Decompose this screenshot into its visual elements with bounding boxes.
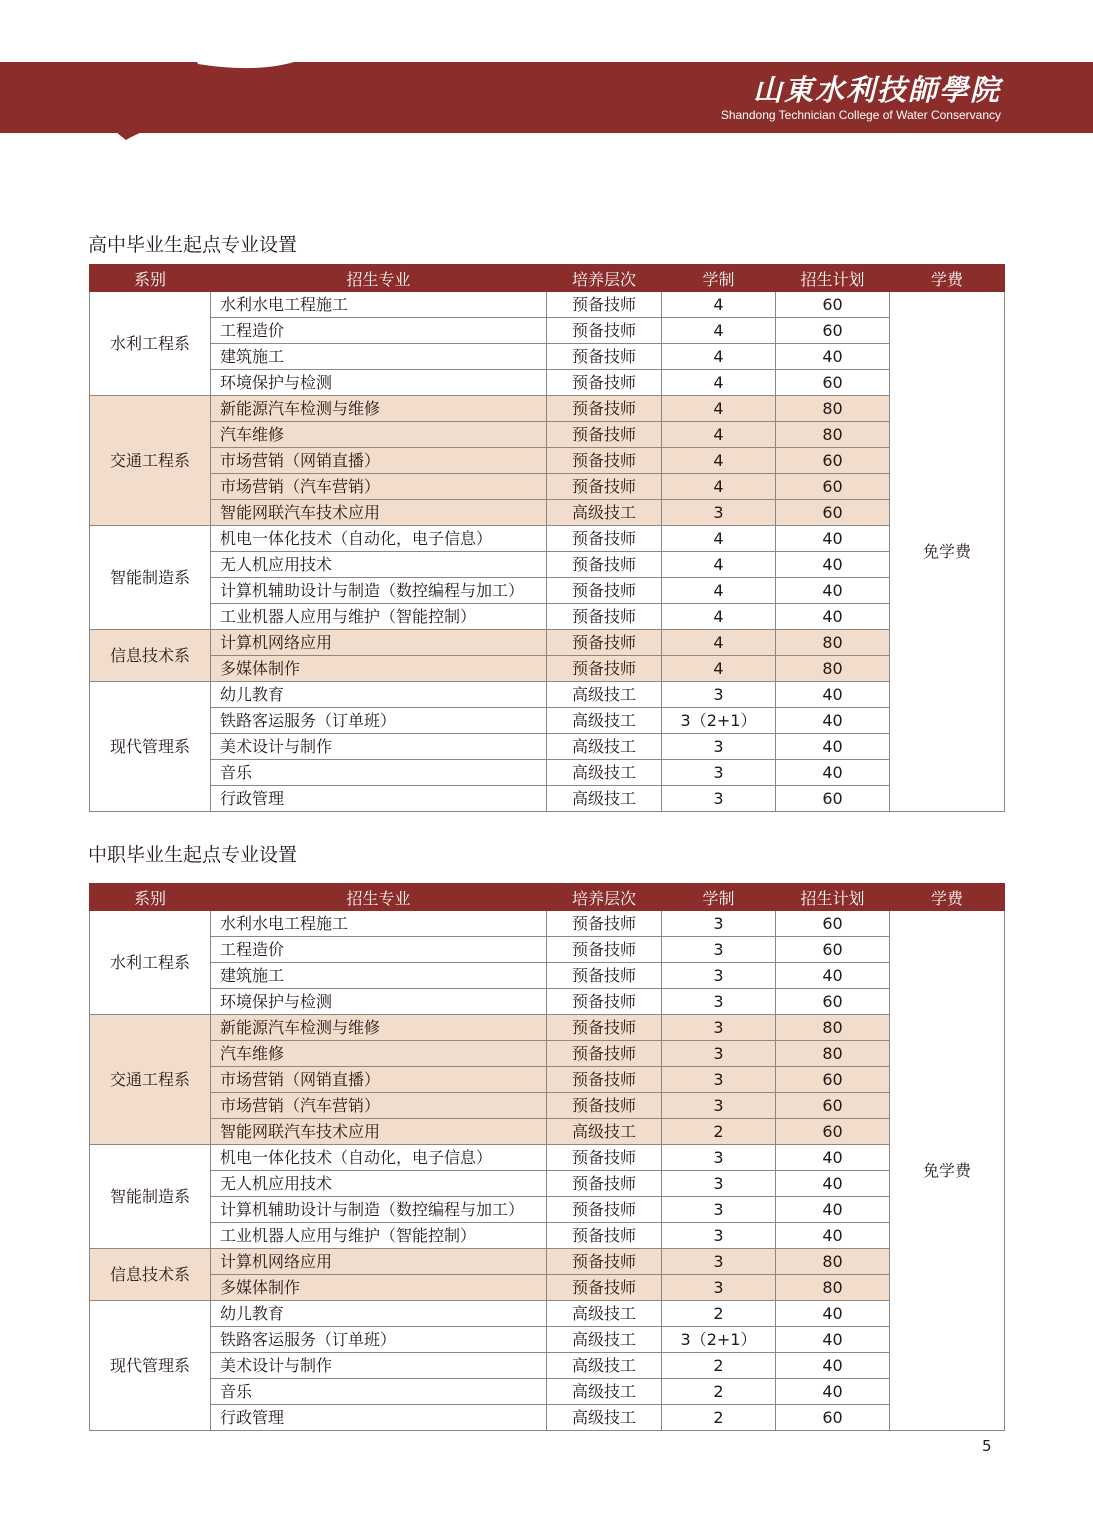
- plan-cell: 60: [776, 1067, 890, 1093]
- level-cell: 高级技工: [547, 1353, 662, 1379]
- level-cell: 预备技师: [547, 578, 662, 604]
- plan-cell: 60: [776, 474, 890, 500]
- years-cell: 3: [662, 1067, 776, 1093]
- plan-cell: 40: [776, 526, 890, 552]
- years-cell: 4: [662, 344, 776, 370]
- years-cell: 3: [662, 963, 776, 989]
- plan-cell: 80: [776, 396, 890, 422]
- major-cell: 多媒体制作: [211, 1275, 547, 1301]
- column-header: 招生专业: [211, 265, 547, 292]
- years-cell: 4: [662, 318, 776, 344]
- plan-cell: 40: [776, 1327, 890, 1353]
- major-cell: 工程造价: [211, 937, 547, 963]
- plan-cell: 40: [776, 963, 890, 989]
- table-row: [90, 1223, 1005, 1249]
- level-cell: 预备技师: [547, 1067, 662, 1093]
- department-cell: 智能制造系: [90, 1145, 211, 1249]
- years-cell: 3（2+1）: [662, 1327, 776, 1353]
- major-cell: 行政管理: [211, 1405, 547, 1431]
- level-cell: 预备技师: [547, 630, 662, 656]
- column-header: 学制: [662, 884, 776, 911]
- table-row: [90, 682, 1005, 708]
- section-title-highschool: 高中毕业生起点专业设置: [88, 234, 298, 256]
- table-row: [90, 1353, 1005, 1379]
- major-cell: 工业机器人应用与维护（智能控制）: [211, 604, 547, 630]
- years-cell: 4: [662, 448, 776, 474]
- plan-cell: 60: [776, 989, 890, 1015]
- table-row: [90, 1275, 1005, 1301]
- level-cell: 高级技工: [547, 1301, 662, 1327]
- plan-cell: 80: [776, 1041, 890, 1067]
- plan-cell: 60: [776, 370, 890, 396]
- level-cell: 预备技师: [547, 422, 662, 448]
- level-cell: 高级技工: [547, 734, 662, 760]
- table-row: [90, 760, 1005, 786]
- table-row: [90, 526, 1005, 552]
- level-cell: 预备技师: [547, 1171, 662, 1197]
- major-cell: 计算机网络应用: [211, 630, 547, 656]
- level-cell: 预备技师: [547, 318, 662, 344]
- level-cell: 高级技工: [547, 786, 662, 812]
- years-cell: 4: [662, 422, 776, 448]
- major-cell: 多媒体制作: [211, 656, 547, 682]
- table-row: [90, 448, 1005, 474]
- major-cell: 市场营销（网销直播）: [211, 448, 547, 474]
- table-header-row: [90, 884, 1005, 911]
- major-cell: 音乐: [211, 760, 547, 786]
- level-cell: 预备技师: [547, 911, 662, 937]
- years-cell: 3: [662, 1145, 776, 1171]
- major-cell: 市场营销（汽车营销）: [211, 474, 547, 500]
- level-cell: 预备技师: [547, 1275, 662, 1301]
- level-cell: 预备技师: [547, 1197, 662, 1223]
- plan-cell: 40: [776, 578, 890, 604]
- table-header-row: [90, 265, 1005, 292]
- plan-cell: 40: [776, 708, 890, 734]
- column-header: 招生计划: [776, 884, 890, 911]
- major-cell: 市场营销（网销直播）: [211, 1067, 547, 1093]
- years-cell: 3: [662, 1015, 776, 1041]
- plan-cell: 80: [776, 656, 890, 682]
- plan-cell: 60: [776, 1119, 890, 1145]
- plan-cell: 40: [776, 760, 890, 786]
- major-cell: 无人机应用技术: [211, 552, 547, 578]
- table-row: [90, 474, 1005, 500]
- plan-cell: 60: [776, 1405, 890, 1431]
- table-row: [90, 1041, 1005, 1067]
- vocational-plan-table: [89, 883, 1005, 1431]
- column-header: 招生计划: [776, 265, 890, 292]
- column-header: 学费: [890, 265, 1005, 292]
- table-row: [90, 1119, 1005, 1145]
- plan-cell: 40: [776, 1145, 890, 1171]
- years-cell: 4: [662, 578, 776, 604]
- level-cell: 预备技师: [547, 1041, 662, 1067]
- plan-cell: 80: [776, 1249, 890, 1275]
- major-cell: 水利水电工程施工: [211, 292, 547, 318]
- table-row: [90, 1093, 1005, 1119]
- plan-cell: 40: [776, 1353, 890, 1379]
- major-cell: 市场营销（汽车营销）: [211, 1093, 547, 1119]
- table-row: [90, 1145, 1005, 1171]
- column-header: 系别: [90, 265, 211, 292]
- years-cell: 3: [662, 1197, 776, 1223]
- major-cell: 美术设计与制作: [211, 734, 547, 760]
- major-cell: 工程造价: [211, 318, 547, 344]
- level-cell: 预备技师: [547, 1093, 662, 1119]
- years-cell: 3: [662, 1275, 776, 1301]
- level-cell: 高级技工: [547, 1405, 662, 1431]
- years-cell: 3: [662, 911, 776, 937]
- major-cell: 计算机辅助设计与制造（数控编程与加工）: [211, 1197, 547, 1223]
- plan-cell: 40: [776, 344, 890, 370]
- years-cell: 2: [662, 1405, 776, 1431]
- major-cell: 汽车维修: [211, 422, 547, 448]
- major-cell: 音乐: [211, 1379, 547, 1405]
- table-row: [90, 1249, 1005, 1275]
- level-cell: 预备技师: [547, 292, 662, 318]
- table-row: [90, 396, 1005, 422]
- years-cell: 3: [662, 500, 776, 526]
- years-cell: 4: [662, 630, 776, 656]
- table-row: [90, 963, 1005, 989]
- major-cell: 智能网联汽车技术应用: [211, 500, 547, 526]
- major-cell: 计算机网络应用: [211, 1249, 547, 1275]
- table-row: [90, 937, 1005, 963]
- table-row: [90, 318, 1005, 344]
- department-cell: 水利工程系: [90, 911, 211, 1015]
- plan-cell: 60: [776, 937, 890, 963]
- table-row: [90, 1301, 1005, 1327]
- major-cell: 机电一体化技术（自动化，电子信息）: [211, 526, 547, 552]
- level-cell: 高级技工: [547, 682, 662, 708]
- college-name-en: Shandong Technician College of Water Conservancy: [720, 108, 1001, 122]
- table-row: [90, 1197, 1005, 1223]
- major-cell: 环境保护与检测: [211, 989, 547, 1015]
- level-cell: 高级技工: [547, 708, 662, 734]
- table-row: [90, 292, 1005, 318]
- table-row: [90, 1327, 1005, 1353]
- level-cell: 预备技师: [547, 1249, 662, 1275]
- column-header: 招生专业: [211, 884, 547, 911]
- level-cell: 预备技师: [547, 552, 662, 578]
- college-name-cn: 山東水利技師學院: [752, 73, 1001, 107]
- plan-cell: 60: [776, 292, 890, 318]
- major-cell: 环境保护与检测: [211, 370, 547, 396]
- table-row: [90, 552, 1005, 578]
- table-row: [90, 370, 1005, 396]
- major-cell: 水利水电工程施工: [211, 911, 547, 937]
- table-row: [90, 422, 1005, 448]
- level-cell: 预备技师: [547, 937, 662, 963]
- table-row: [90, 786, 1005, 812]
- column-header: 系别: [90, 884, 211, 911]
- years-cell: 3: [662, 1249, 776, 1275]
- major-cell: 建筑施工: [211, 963, 547, 989]
- column-header: 学费: [890, 884, 1005, 911]
- table-row: [90, 734, 1005, 760]
- major-cell: 幼儿教育: [211, 682, 547, 708]
- years-cell: 3: [662, 786, 776, 812]
- department-cell: 交通工程系: [90, 1015, 211, 1145]
- level-cell: 预备技师: [547, 526, 662, 552]
- major-cell: 行政管理: [211, 786, 547, 812]
- plan-cell: 60: [776, 448, 890, 474]
- years-cell: 3: [662, 1171, 776, 1197]
- years-cell: 4: [662, 552, 776, 578]
- table-row: [90, 911, 1005, 937]
- years-cell: 3: [662, 1223, 776, 1249]
- table-row: [90, 989, 1005, 1015]
- plan-cell: 40: [776, 1197, 890, 1223]
- plan-cell: 80: [776, 1015, 890, 1041]
- level-cell: 预备技师: [547, 989, 662, 1015]
- level-cell: 高级技工: [547, 1119, 662, 1145]
- plan-cell: 60: [776, 318, 890, 344]
- table-row: [90, 1067, 1005, 1093]
- table-row: [90, 578, 1005, 604]
- plan-cell: 40: [776, 1379, 890, 1405]
- section-title-vocational: 中职毕业生起点专业设置: [88, 844, 298, 866]
- plan-cell: 80: [776, 630, 890, 656]
- major-cell: 新能源汽车检测与维修: [211, 396, 547, 422]
- level-cell: 高级技工: [547, 760, 662, 786]
- plan-cell: 60: [776, 1093, 890, 1119]
- level-cell: 高级技工: [547, 1327, 662, 1353]
- highschool-plan-table: [89, 264, 1005, 812]
- department-cell: 水利工程系: [90, 292, 211, 396]
- level-cell: 预备技师: [547, 656, 662, 682]
- level-cell: 预备技师: [547, 1223, 662, 1249]
- major-cell: 新能源汽车检测与维修: [211, 1015, 547, 1041]
- plan-cell: 40: [776, 734, 890, 760]
- years-cell: 3: [662, 989, 776, 1015]
- major-cell: 计算机辅助设计与制造（数控编程与加工）: [211, 578, 547, 604]
- major-cell: 机电一体化技术（自动化，电子信息）: [211, 1145, 547, 1171]
- major-cell: 铁路客运服务（订单班）: [211, 1327, 547, 1353]
- level-cell: 预备技师: [547, 1145, 662, 1171]
- department-cell: 信息技术系: [90, 1249, 211, 1301]
- plan-cell: 40: [776, 682, 890, 708]
- college-logo-waves-icon: [86, 56, 306, 140]
- level-cell: 预备技师: [547, 344, 662, 370]
- table-row: [90, 1015, 1005, 1041]
- major-cell: 建筑施工: [211, 344, 547, 370]
- years-cell: 3: [662, 1041, 776, 1067]
- level-cell: 预备技师: [547, 396, 662, 422]
- years-cell: 3: [662, 734, 776, 760]
- department-cell: 信息技术系: [90, 630, 211, 682]
- column-header: 培养层次: [547, 884, 662, 911]
- level-cell: 预备技师: [547, 448, 662, 474]
- department-cell: 智能制造系: [90, 526, 211, 630]
- plan-cell: 40: [776, 1301, 890, 1327]
- table-row: [90, 344, 1005, 370]
- major-cell: 汽车维修: [211, 1041, 547, 1067]
- years-cell: 4: [662, 396, 776, 422]
- years-cell: 2: [662, 1119, 776, 1145]
- plan-cell: 40: [776, 1171, 890, 1197]
- years-cell: 2: [662, 1301, 776, 1327]
- years-cell: 3: [662, 937, 776, 963]
- level-cell: 预备技师: [547, 604, 662, 630]
- years-cell: 3: [662, 760, 776, 786]
- level-cell: 预备技师: [547, 370, 662, 396]
- level-cell: 预备技师: [547, 474, 662, 500]
- major-cell: 幼儿教育: [211, 1301, 547, 1327]
- plan-cell: 40: [776, 604, 890, 630]
- years-cell: 4: [662, 526, 776, 552]
- table-row: [90, 604, 1005, 630]
- table-row: [90, 1379, 1005, 1405]
- level-cell: 高级技工: [547, 500, 662, 526]
- department-cell: 现代管理系: [90, 1301, 211, 1431]
- level-cell: 预备技师: [547, 963, 662, 989]
- column-header: 培养层次: [547, 265, 662, 292]
- table-row: [90, 656, 1005, 682]
- level-cell: 高级技工: [547, 1379, 662, 1405]
- plan-cell: 40: [776, 1223, 890, 1249]
- plan-cell: 60: [776, 500, 890, 526]
- years-cell: 4: [662, 656, 776, 682]
- years-cell: 2: [662, 1379, 776, 1405]
- table-row: [90, 630, 1005, 656]
- years-cell: 4: [662, 292, 776, 318]
- major-cell: 智能网联汽车技术应用: [211, 1119, 547, 1145]
- years-cell: 4: [662, 370, 776, 396]
- table-row: [90, 1171, 1005, 1197]
- years-cell: 3（2+1）: [662, 708, 776, 734]
- page-number: 5: [982, 1437, 992, 1455]
- plan-cell: 60: [776, 911, 890, 937]
- major-cell: 铁路客运服务（订单班）: [211, 708, 547, 734]
- tuition-cell: 免学费: [890, 911, 1005, 1431]
- department-cell: 现代管理系: [90, 682, 211, 812]
- plan-cell: 80: [776, 422, 890, 448]
- years-cell: 2: [662, 1353, 776, 1379]
- major-cell: 美术设计与制作: [211, 1353, 547, 1379]
- table-row: [90, 708, 1005, 734]
- table-row: [90, 500, 1005, 526]
- column-header: 学制: [662, 265, 776, 292]
- plan-cell: 80: [776, 1275, 890, 1301]
- years-cell: 4: [662, 474, 776, 500]
- major-cell: 工业机器人应用与维护（智能控制）: [211, 1223, 547, 1249]
- years-cell: 3: [662, 1093, 776, 1119]
- department-cell: 交通工程系: [90, 396, 211, 526]
- years-cell: 4: [662, 604, 776, 630]
- tuition-cell: 免学费: [890, 292, 1005, 812]
- table-row: [90, 1405, 1005, 1431]
- plan-cell: 40: [776, 552, 890, 578]
- plan-cell: 60: [776, 786, 890, 812]
- level-cell: 预备技师: [547, 1015, 662, 1041]
- major-cell: 无人机应用技术: [211, 1171, 547, 1197]
- years-cell: 3: [662, 682, 776, 708]
